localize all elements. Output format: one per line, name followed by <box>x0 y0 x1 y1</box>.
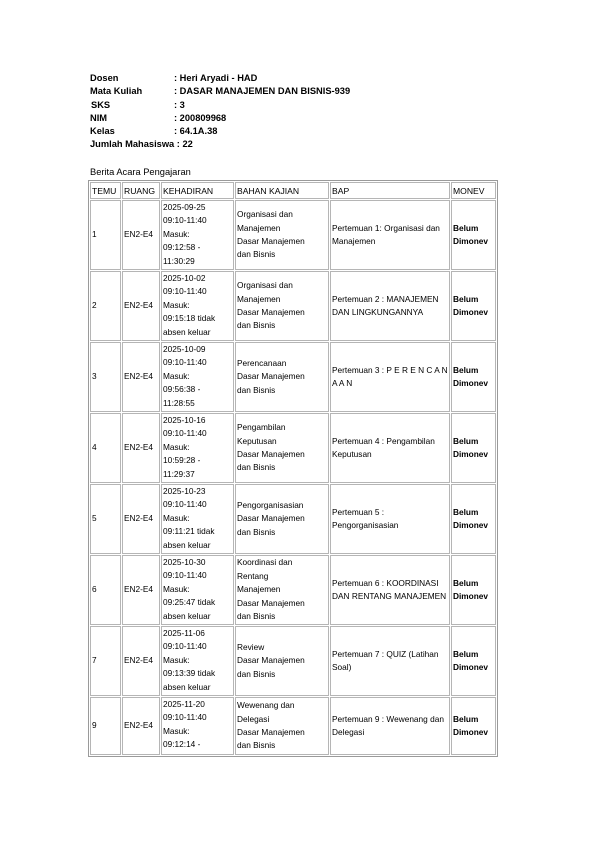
room-cell: EN2-E4 <box>122 626 160 696</box>
bap-cell: Pertemuan 6 : KOORDINASI DAN RENTANG MANAJEMEN <box>330 555 450 625</box>
attendance-cell: 2025-09-25 09:10-11:40 Masuk: 09:12:58 - 11:30:29 <box>161 200 234 270</box>
topic-cell: Perencanaan Dasar Manajemen dan Bisnis <box>235 342 329 412</box>
attendance-cell: 2025-10-23 09:10-11:40 Masuk: 09:11:21 tidak absen keluar <box>161 484 234 554</box>
column-header: RUANG <box>122 182 160 199</box>
room-cell: EN2-E4 <box>122 271 160 341</box>
monev-cell: Belum Dimonev <box>451 200 496 270</box>
info-label: Dosen <box>90 73 119 83</box>
table-row <box>90 484 496 554</box>
room-cell: EN2-E4 <box>122 484 160 554</box>
attendance-table <box>88 180 498 757</box>
topic-cell: Koordinasi dan Rentang Manajemen Dasar Manajemen dan Bisnis <box>235 555 329 625</box>
column-header: KEHADIRAN <box>161 182 234 199</box>
temu-cell: 4 <box>90 413 121 483</box>
temu-cell: 5 <box>90 484 121 554</box>
topic-cell: Organisasi dan Manajemen Dasar Manajemen dan Bisnis <box>235 200 329 270</box>
info-value: : 64.1A.38 <box>174 126 218 137</box>
monev-cell: Belum Dimonev <box>451 413 496 483</box>
info-label: SKS <box>91 99 111 110</box>
temu-cell: 1 <box>90 200 121 270</box>
table-header-row <box>90 182 496 199</box>
bap-cell: Pertemuan 4 : Pengambilan Keputusan <box>330 413 450 483</box>
monev-cell: Belum Dimonev <box>451 484 496 554</box>
info-value: : DASAR MANAJEMEN DAN BISNIS-939 <box>174 86 351 97</box>
student-count: Jumlah Mahasiswa : 22 <box>90 139 193 150</box>
info-label: Kelas <box>90 126 115 137</box>
table-row <box>90 413 496 483</box>
column-header: BAHAN KAJIAN <box>235 182 329 199</box>
table-row <box>90 200 496 270</box>
topic-cell: Wewenang dan Delegasi Dasar Manajemen dan Bisnis <box>235 697 329 755</box>
room-cell: EN2-E4 <box>122 342 160 412</box>
attendance-cell: 2025-11-06 09:10-11:40 Masuk: 09:13:39 tidak absen keluar <box>161 626 234 696</box>
info-value: : Heri Aryadi - HAD <box>174 73 258 83</box>
monev-cell: Belum Dimonev <box>451 342 496 412</box>
room-cell: EN2-E4 <box>122 200 160 270</box>
temu-cell: 3 <box>90 342 121 412</box>
attendance-cell: 2025-10-02 09:10-11:40 Masuk: 09:15:18 tidak absen keluar <box>161 271 234 341</box>
monev-cell: Belum Dimonev <box>451 271 496 341</box>
temu-cell: 6 <box>90 555 121 625</box>
monev-cell: Belum Dimonev <box>451 697 496 755</box>
temu-cell: 9 <box>90 697 121 755</box>
topic-cell: Review Dasar Manajemen dan Bisnis <box>235 626 329 696</box>
column-header: BAP <box>330 182 450 199</box>
bap-cell: Pertemuan 7 : QUIZ (Latihan Soal) <box>330 626 450 696</box>
bap-cell: Pertemuan 1: Organisasi dan Manajemen <box>330 200 450 270</box>
monev-cell: Belum Dimonev <box>451 555 496 625</box>
column-header: TEMU <box>90 182 121 199</box>
topic-cell: Organisasi dan Manajemen Dasar Manajemen dan Bisnis <box>235 271 329 341</box>
topic-cell: Pengambilan Keputusan Dasar Manajemen dan Bisnis <box>235 413 329 483</box>
table-row <box>90 342 496 412</box>
temu-cell: 7 <box>90 626 121 696</box>
bap-cell: Pertemuan 5 : Pengorganisasian <box>330 484 450 554</box>
bap-cell: Pertemuan 3 : P E R E N C A N A A N <box>330 342 450 412</box>
bap-cell: Pertemuan 9 : Wewenang dan Delegasi <box>330 697 450 755</box>
attendance-cell: 2025-11-20 09:10-11:40 Masuk: 09:12:14 - <box>161 697 234 755</box>
table-row <box>90 555 496 625</box>
info-value: : 200809968 <box>174 112 227 123</box>
temu-cell: 2 <box>90 271 121 341</box>
room-cell: EN2-E4 <box>122 697 160 755</box>
room-cell: EN2-E4 <box>122 555 160 625</box>
table-row <box>90 271 496 341</box>
attendance-cell: 2025-10-16 09:10-11:40 Masuk: 10:59:28 - 11:29:37 <box>161 413 234 483</box>
table-row <box>90 626 496 696</box>
info-label: NIM <box>90 112 108 123</box>
attendance-cell: 2025-10-09 09:10-11:40 Masuk: 09:56:38 - 11:28:55 <box>161 342 234 412</box>
info-value: : 3 <box>174 99 185 110</box>
monev-cell: Belum Dimonev <box>451 626 496 696</box>
attendance-cell: 2025-10-30 09:10-11:40 Masuk: 09:25:47 tidak absen keluar <box>161 555 234 625</box>
table-row <box>90 697 496 755</box>
topic-cell: Pengorganisasian Dasar Manajemen dan Bisnis <box>235 484 329 554</box>
bap-cell: Pertemuan 2 : MANAJEMEN DAN LINGKUNGANNYA <box>330 271 450 341</box>
info-label: Mata Kuliah <box>90 86 143 97</box>
room-cell: EN2-E4 <box>122 413 160 483</box>
table-caption: Berita Acara Pengajaran <box>90 167 191 177</box>
column-header: MONEV <box>451 182 496 199</box>
